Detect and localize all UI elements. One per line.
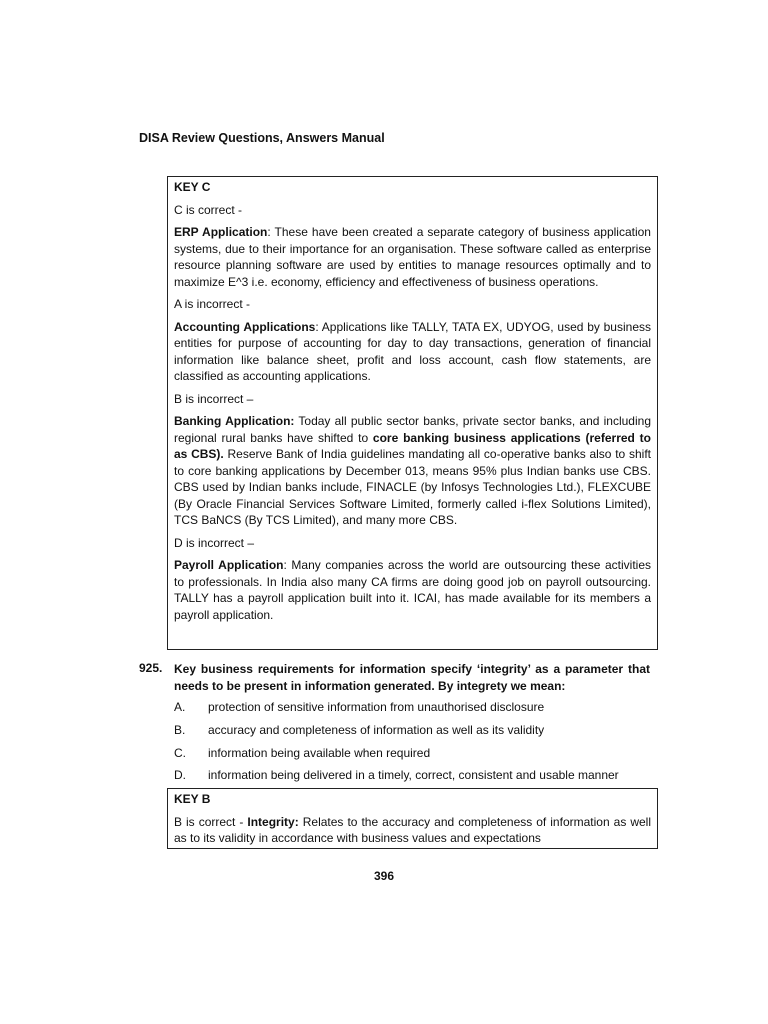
option-text: accuracy and completeness of information as well as its validity — [208, 723, 545, 737]
option-label: B. — [174, 723, 186, 737]
option-label: A. — [174, 700, 186, 714]
payroll-paragraph — [174, 557, 651, 623]
option-c — [174, 746, 430, 760]
accounting-title: Accounting Applications — [174, 319, 316, 334]
question-text: Key business requirements for information specify ‘integrity’ as a parameter that needs to be present in information generated. By integrety we mean: — [174, 662, 650, 693]
banking-title: Banking Application: — [174, 414, 295, 428]
document-header: DISA Review Questions, Answers Manual — [139, 131, 385, 145]
integrity-title: Integrity: — [247, 814, 299, 829]
accounting-text: : Applications like TALLY, TATA EX, UDYOG, used by business entities for purpose of accounting for day to day transactions, generation of financial information like balance sheet, profit and loss account, cash flow statements, are classified as accounting applications. — [174, 319, 651, 383]
erp-title: ERP Application — [174, 225, 268, 239]
integrity-paragraph — [174, 814, 651, 847]
answer-key: KEY B — [174, 792, 211, 806]
integrity-prefix: B is correct - — [174, 814, 248, 829]
page-number: 396 — [373, 869, 395, 883]
banking-paragraph — [174, 413, 651, 529]
option-a — [174, 700, 544, 714]
incorrect-statement-d: D is incorrect – — [174, 535, 255, 550]
option-text: protection of sensitive information from unauthorised disclosure — [208, 700, 545, 714]
answer-key: KEY C — [174, 180, 211, 194]
correct-statement: C is correct - — [174, 202, 243, 217]
payroll-title: Payroll Application — [174, 558, 284, 572]
option-d — [174, 768, 619, 782]
option-b — [174, 723, 544, 737]
answer-box-key-c — [167, 176, 658, 650]
payroll-text: : Many companies across the world are outsourcing these activities to professionals. In India also many CA firms are doing good job on payroll outsourcing. TALLY has a payroll application built into it. ICAI, has made available for its members a payroll application. — [174, 558, 651, 622]
option-text: information being delivered in a timely, correct, consistent and usable manner — [208, 768, 619, 782]
banking-bold-text: core banking business applications (referred to as CBS). — [174, 430, 651, 461]
banking-text-2: Reserve Bank of India guidelines mandating all co-operative banks also to shift to core banking applications by December 013, means 95% plus Indian banks use CBS. CBS used by Indian banks include, FINACLE (by Infosys Technologies Ltd.), FLEXCUBE (By Oracle Financial Services Software Limited, formerly called i-flex Solutions Limited), TCS BaNCS (By TCS Limited), and many more CBS. — [174, 447, 651, 527]
incorrect-statement-b: B is incorrect – — [174, 391, 254, 406]
option-label: C. — [174, 746, 186, 760]
answer-box-key-b — [167, 788, 658, 849]
banking-text-1: Today all public sector banks, private sector banks, and including regional rural banks have shifted to — [174, 414, 651, 445]
option-label: D. — [174, 768, 186, 782]
incorrect-statement-a: A is incorrect - — [174, 297, 251, 311]
option-text: information being available when required — [208, 746, 431, 760]
erp-text: : These have been created a separate category of business application systems, due to their importance for an organisation. These software called as enterprise resource planning software are used by entities to manage resources optimally and to maximize E^3 i.e. economy, efficiency and effectiveness of business operations. — [174, 225, 651, 289]
accounting-paragraph — [174, 319, 651, 385]
question-number: 925. — [139, 661, 163, 675]
erp-paragraph — [174, 224, 651, 290]
integrity-text: Relates to the accuracy and completeness of information as well as to its validity in accordance with business values and expectations — [174, 814, 651, 845]
